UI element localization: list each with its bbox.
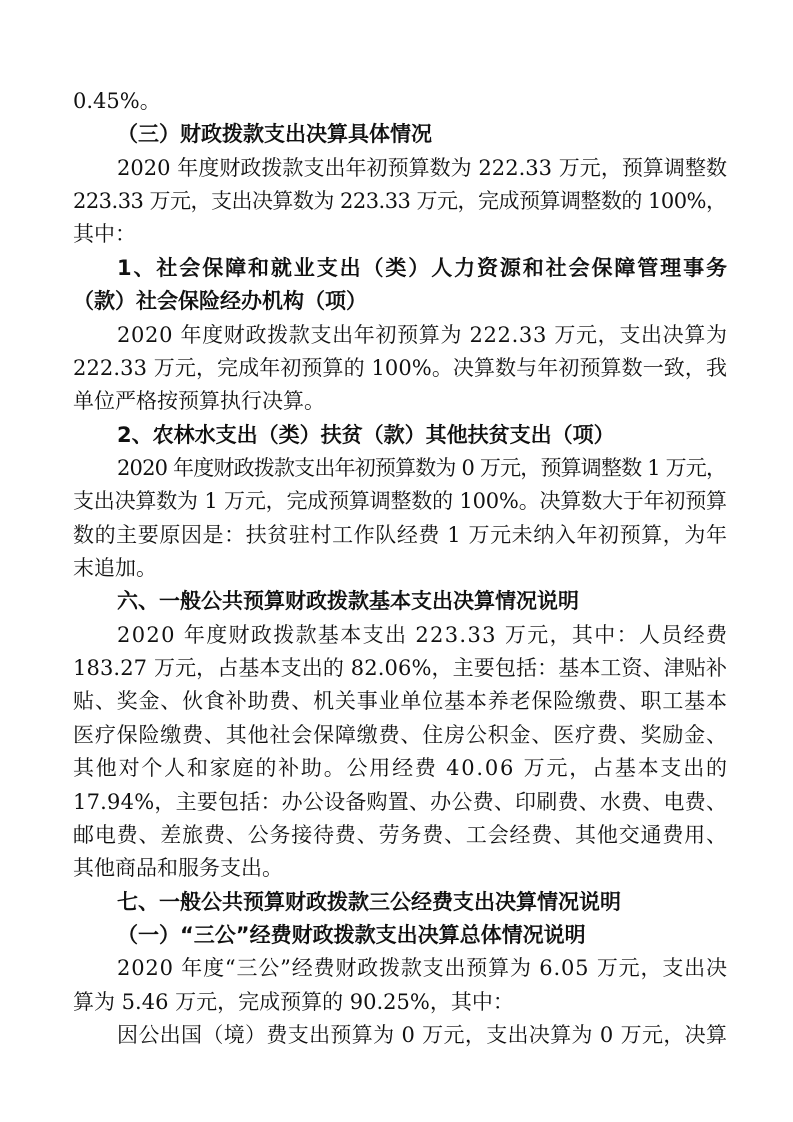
section-heading: （三）财政拨款支出决算具体情况 <box>117 122 432 147</box>
section-heading: 2、农林水支出（类）扶贫（款）其他扶贫支出（项） <box>117 422 615 447</box>
body-text-line: 2020 年度财政拨款支出年初预算为 222.33 万元，支出决算为 <box>117 322 728 347</box>
body-text-line: 末追加。 <box>73 556 157 581</box>
body-text-line: 贴、奖金、伙食补助费、机关事业单位基本养老保险缴费、职工基本 <box>73 689 728 714</box>
body-text-line: 其中： <box>73 222 136 247</box>
section-heading: 六、一般公共预算财政拨款基本支出决算情况说明 <box>117 589 579 614</box>
body-text-line: 223.33 万元，支出决算数为 223.33 万元，完成预算调整数的 100%， <box>73 189 727 214</box>
body-text-line: 2020 年度“三公”经费财政拨款支出预算为 6.05 万元，支出决 <box>117 956 728 981</box>
section-heading: 七、一般公共预算财政拨款三公经费支出决算情况说明 <box>117 889 621 914</box>
section-heading: （一）“三公”经费财政拨款支出决算总体情况说明 <box>117 923 586 947</box>
body-text-line: 邮电费、差旅费、公务接待费、劳务费、工会经费、其他交通费用、 <box>73 822 728 847</box>
body-text-line: 因公出国（境）费支出预算为 0 万元，支出决算为 0 万元，决算 <box>117 1023 728 1048</box>
body-text-line: 其他商品和服务支出。 <box>73 856 283 881</box>
body-text-line: 算为 5.46 万元，完成预算的 90.25%，其中： <box>73 989 514 1014</box>
body-text-line: 222.33 万元，完成年初预算的 100%。决算数与年初预算数一致，我 <box>73 355 728 380</box>
body-text-line: 其他对个人和家庭的补助。公用经费 40.06 万元，占基本支出的 <box>73 756 729 781</box>
body-text-line: 2020 年度财政拨款支出年初预算数为 0 万元，预算调整数 1 万元， <box>117 455 727 480</box>
body-text-line: 单位严格按预算执行决算。 <box>73 389 325 414</box>
body-text-line: 2020 年度财政拨款支出年初预算数为 222.33 万元，预算调整数 <box>117 155 728 180</box>
body-text-line: 183.27 万元，占基本支出的 82.06%，主要包括：基本工资、津贴补 <box>73 656 728 681</box>
section-heading: （款）社会保险经办机构（项） <box>73 289 367 314</box>
body-text-line: 数的主要原因是：扶贫驻村工作队经费 1 万元未纳入年初预算，为年 <box>73 522 728 547</box>
body-text-line: 2020 年度财政拨款基本支出 223.33 万元，其中：人员经费 <box>117 622 729 647</box>
body-text-line: 0.45%。 <box>73 89 161 113</box>
body-text-line: 17.94%，主要包括：办公设备购置、办公费、印刷费、水费、电费、 <box>73 789 728 814</box>
body-text-line: 医疗保险缴费、其他社会保障缴费、住房公积金、医疗费、奖励金、 <box>73 722 728 747</box>
body-text-line: 支出决算数为 1 万元，完成预算调整数的 100%。决算数大于年初预算 <box>73 489 727 514</box>
section-heading: 1、社会保障和就业支出（类）人力资源和社会保障管理事务 <box>117 255 729 280</box>
